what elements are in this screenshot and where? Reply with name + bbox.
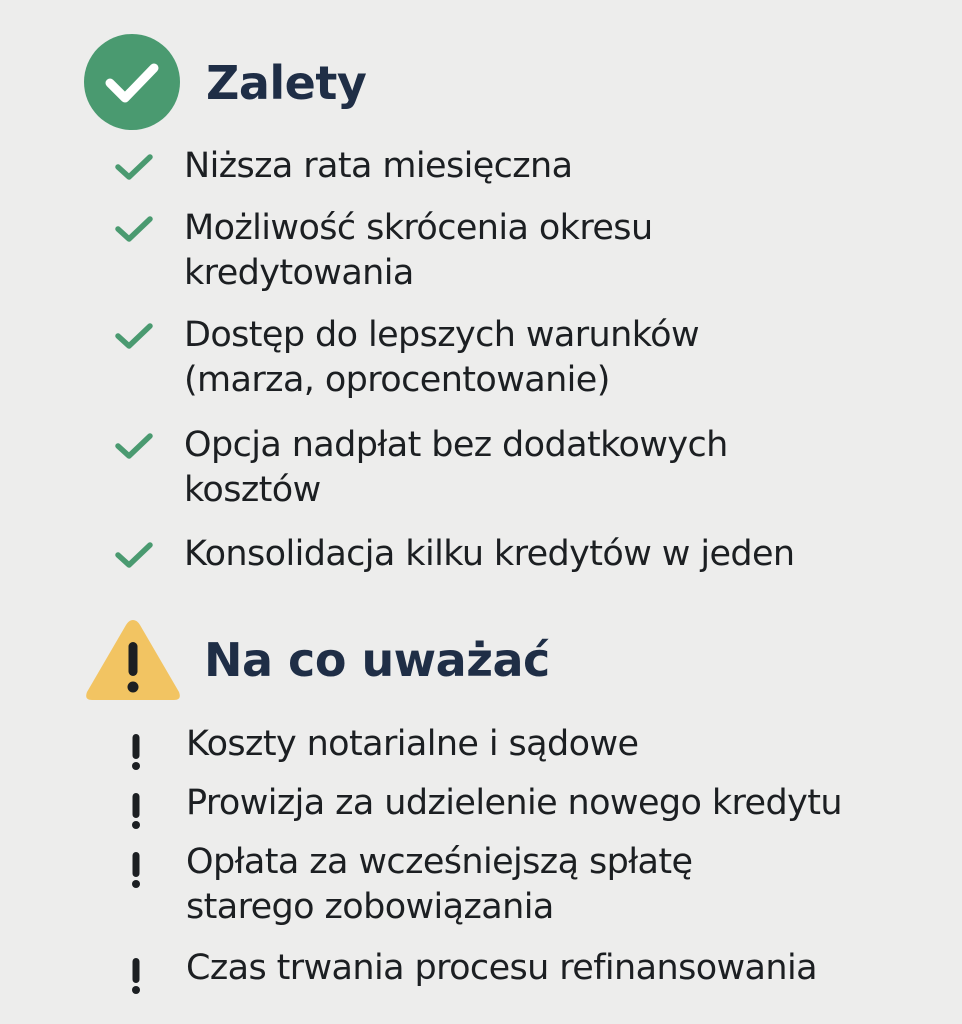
cons-item-text [186,946,926,996]
pros-item [0,532,924,577]
pros-item-text [184,532,924,577]
cons-item-text [186,781,926,831]
warning-triangle-icon [82,614,184,704]
cons-item-text [186,722,926,772]
check-icon [114,540,154,577]
pros-title: Zalety [206,56,367,110]
pros-item [0,206,924,296]
check-icon [114,431,154,513]
pros-item [0,313,924,403]
pros-item-line: Konsolidacja kilku kredytów w jeden [184,534,795,574]
pros-item-line: (marza, oprocentowanie) [184,360,610,400]
cons-item [0,946,926,996]
cons-item-line: Opłata za wcześniejszą spłatę [186,842,693,882]
cons-item-line: Czas trwania procesu refinansowania [186,948,817,988]
pros-item-line: kosztów [184,470,321,510]
cons-item-line: Koszty notarialne i sądowe [186,724,639,764]
pros-item-line: kredytowania [184,253,414,293]
pros-item-line: Niższa rata miesięczna [184,146,573,186]
pros-header [84,34,366,130]
cons-item-line: starego zobowiązania [186,887,554,927]
cons-title: Na co uważać [204,633,550,687]
exclamation-icon [116,732,156,772]
cons-header [82,614,550,704]
check-circle-icon [84,34,180,130]
pros-item-text [184,423,924,513]
check-icon [114,152,154,189]
cons-item [0,840,926,930]
cons-item [0,781,926,831]
pros-item [0,144,924,189]
pros-item-line: Możliwość skrócenia okresu [184,208,653,248]
pros-item-text [184,313,924,403]
exclamation-icon [116,956,156,996]
cons-item-text [186,840,926,930]
cons-item-line: Prowizja za udzielenie nowego kredytu [186,783,842,823]
pros-item-line: Opcja nadpłat bez dodatkowych [184,425,728,465]
pros-item [0,423,924,513]
exclamation-icon [116,791,156,831]
check-icon [114,214,154,296]
pros-item-line: Dostęp do lepszych warunków [184,315,699,355]
cons-item [0,722,926,772]
pros-item-text [184,144,924,189]
pros-item-text [184,206,924,296]
exclamation-icon [116,850,156,930]
check-icon [114,321,154,403]
